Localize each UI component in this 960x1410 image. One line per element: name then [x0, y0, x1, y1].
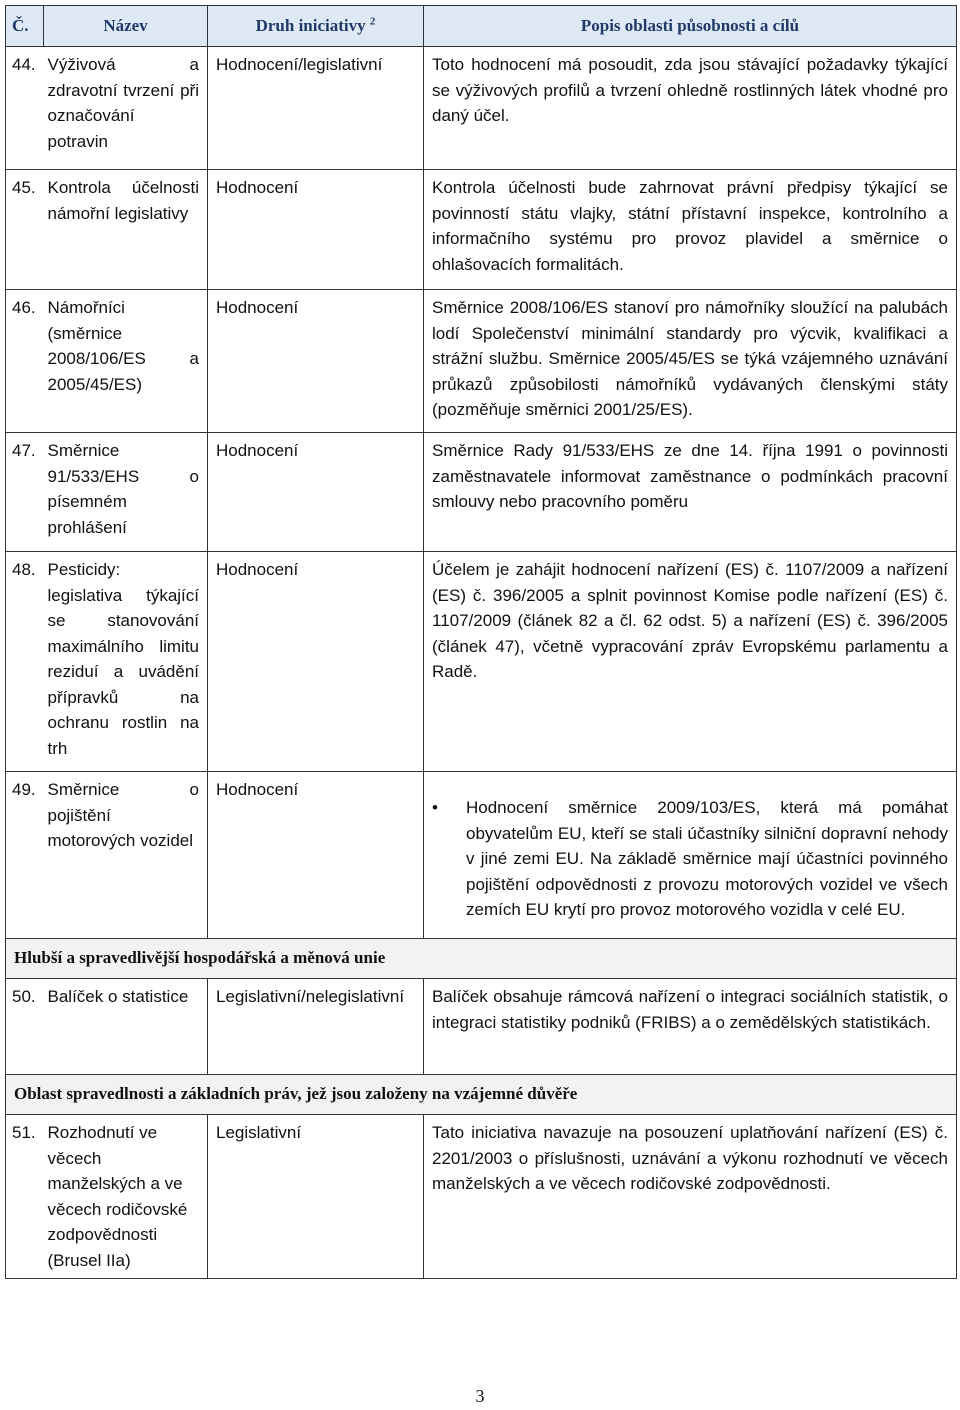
row-kind: Legislativní: [208, 1115, 424, 1279]
page-number: 3: [475, 1386, 485, 1406]
row-number: 51.: [6, 1115, 44, 1279]
row-description: Kontrola účelnosti bude zahrnovat právní předpisy týkající se povinností státu vlajky, státní přístavní inspekce, kontrolního a informačního systému pro provoz plavidel a směrnice o ohlašovacích formalitách.: [424, 170, 957, 290]
bullet-text: Hodnocení směrnice 2009/103/ES, která má pomáhat obyvatelům EU, kteří se stali účastníky silniční dopravní nehody v jiné zemi EU. Na základě směrnice mají účastníci povinného pojištění odpovědnosti z provozu motorových vozidel ve všech zemích EU krytí pro provoz motorového vozidla v celé EU.: [466, 798, 948, 919]
header-num: Č.: [6, 6, 44, 47]
row-number: 44.: [6, 47, 44, 170]
row-name: Směrnice 91/533/EHS o písemném prohlášení: [44, 433, 208, 552]
section-row: [6, 939, 957, 979]
header-desc: Popis oblasti působnosti a cílů: [424, 6, 957, 47]
row-description: Balíček obsahuje rámcová nařízení o integraci sociálních statistik, o integraci statistiky podniků (FRIBS) a o zemědělských statistikách.: [424, 979, 957, 1075]
header-kind-footnote: 2: [369, 15, 376, 28]
header-kind-label: Druh iniciativy: [255, 16, 366, 36]
row-kind: Hodnocení: [208, 772, 424, 939]
table-row: [6, 433, 957, 552]
row-kind: Hodnocení/legislativní: [208, 47, 424, 170]
row-number: 47.: [6, 433, 44, 552]
table-row: [6, 1115, 957, 1279]
table-row: [6, 170, 957, 290]
initiatives-table: [5, 5, 957, 1279]
table-row: [6, 772, 957, 939]
header-name: Název: [44, 6, 208, 47]
row-number: 45.: [6, 170, 44, 290]
table-row: [6, 552, 957, 772]
table-header-row: [6, 6, 957, 47]
row-name: Směrnice o pojištění motorových vozidel: [44, 772, 208, 939]
row-name: Výživová a zdravotní tvrzení při označování potravin: [44, 47, 208, 170]
row-description: Tato iniciativa navazuje na posouzení uplatňování nařízení (ES) č. 2201/2003 o příslušnosti, uznávání a výkonu rozhodnutí ve věcech manželských a ve věcech rodičovské zodpovědnosti.: [424, 1115, 957, 1279]
row-kind: Hodnocení: [208, 433, 424, 552]
table-row: [6, 47, 957, 170]
row-name: Balíček o statistice: [44, 979, 208, 1075]
row-description: Toto hodnocení má posoudit, zda jsou stávající požadavky týkající se výživových profilů a tvrzení ohledně rostlinných látek vhodné pro daný účel.: [424, 47, 957, 170]
row-kind: Hodnocení: [208, 290, 424, 433]
row-description: Účelem je zahájit hodnocení nařízení (ES) č. 1107/2009 a nařízení (ES) č. 396/2005 a splnit povinnost Komise podle nařízení (ES) č. 1107/2009 (článek 82 a čl. 62 odst. 5) a nařízení (ES) č. 396/2005 (článek 47), včetně vypracování zpráv Evropskému parlamentu a Radě.: [424, 552, 957, 772]
row-name: Kontrola účelnosti námořní legislativy: [44, 170, 208, 290]
section-row: [6, 1075, 957, 1115]
bullet-item: [432, 795, 948, 923]
row-kind: Hodnocení: [208, 552, 424, 772]
row-name: Námořníci (směrnice 2008/106/ES a 2005/45/ES): [44, 290, 208, 433]
row-description: Směrnice Rady 91/533/EHS ze dne 14. října 1991 o povinnosti zaměstnavatele informovat zaměstnance o podmínkách pracovní smlouvy nebo pracovního poměru: [424, 433, 957, 552]
section-heading: Oblast spravedlnosti a základních práv, jež jsou založeny na vzájemné důvěře: [6, 1075, 957, 1115]
row-description: Směrnice 2008/106/ES stanoví pro námořníky sloužící na palubách lodí Společenství minimální standardy pro výcvik, kvalifikaci a strážní službu. Směrnice 2005/45/ES se týká vzájemného uznávání průkazů způsobilosti námořníků vydávaných členskými státy (pozměňuje směrnici 2001/25/ES).: [424, 290, 957, 433]
row-kind: Legislativní/nelegislativní: [208, 979, 424, 1075]
table-row: [6, 290, 957, 433]
header-kind: [208, 6, 424, 47]
section-heading: Hlubší a spravedlivější hospodářská a měnová unie: [6, 939, 957, 979]
row-number: 50.: [6, 979, 44, 1075]
row-description: [424, 772, 957, 939]
bullet-icon: •: [432, 798, 438, 817]
row-number: 48.: [6, 552, 44, 772]
table-row: [6, 979, 957, 1075]
row-number: 46.: [6, 290, 44, 433]
row-kind: Hodnocení: [208, 170, 424, 290]
row-number: 49.: [6, 772, 44, 939]
row-name: Rozhodnutí ve věcech manželských a ve věcech rodičovské zodpovědnosti (Brusel IIa): [44, 1115, 208, 1279]
row-name: Pesticidy: legislativa týkající se stanovování maximálního limitu reziduí a uvádění přípravků na ochranu rostlin na trh: [44, 552, 208, 772]
